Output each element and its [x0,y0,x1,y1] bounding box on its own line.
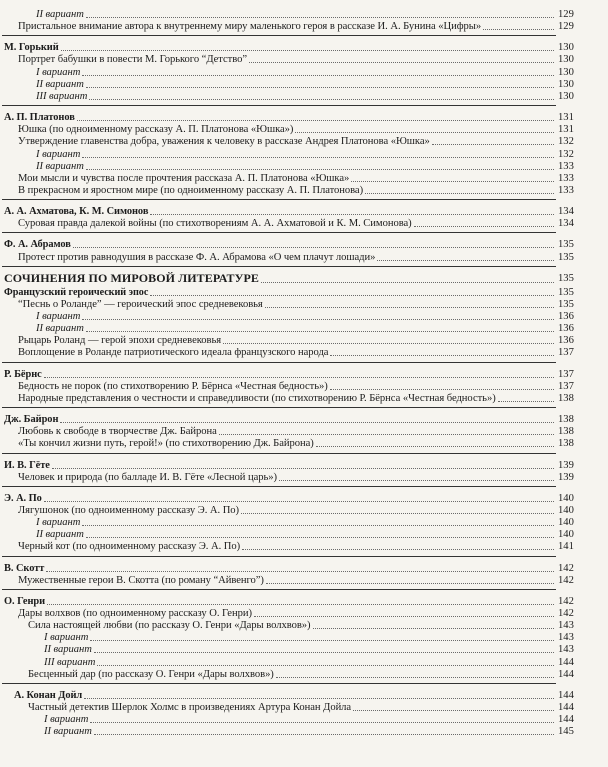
page-number: 142 [558,595,574,607]
toc-entry-title: М. Горький [4,42,59,54]
toc-entry-title: III вариант [44,656,96,668]
toc-entry-title: I вариант [36,311,81,322]
toc-entry [0,471,608,484]
dot-leader [86,87,554,88]
page-number: 130 [558,66,574,78]
page-number: 130 [558,78,574,90]
dot-leader [89,99,554,100]
toc-subheading [0,286,608,299]
toc-entry-title: II вариант [36,160,84,172]
toc-author [0,413,608,426]
toc-entry-title: Портрет бабушки в повести М. Горького “Детство” [18,54,248,66]
toc-entry [0,380,608,393]
toc-entry-title: Мужественные герои В. Скотта (по роману “Айвенго”) [18,574,264,586]
toc-variant [0,713,608,726]
toc-entry [0,701,608,714]
dot-leader [86,331,554,332]
dot-leader [44,501,554,502]
dot-leader [223,343,554,344]
toc-author [0,205,608,218]
section-divider [2,199,556,200]
toc-entry-title: Рыцарь Роланд — герой эпохи средневековья [18,335,222,347]
page-number: 140 [558,504,574,516]
toc-author [0,689,608,702]
toc-entry-title: Р. Бёрнс [4,368,42,380]
toc-entry [0,574,608,587]
toc-entry-title: «Ты кончил жизни путь, герой!» (по стихотворению Дж. Байрона) [18,438,314,450]
toc-entry [0,251,608,264]
page-number: 138 [558,392,574,404]
dot-leader [77,120,554,121]
page-number: 134 [558,218,574,230]
page-number: 142 [558,562,574,574]
toc-entry-title: II вариант [36,323,84,335]
toc-entry [0,135,608,148]
toc-author [0,492,608,505]
toc-entry-title: Воплощение в Роланде патриотического идеала французского народа [18,347,329,359]
toc-entry-title: А. П. Платонов [4,112,75,124]
toc-entry-title: II вариант [36,529,84,541]
toc-entry-title: Протест против равнодушия в рассказе Ф. А. Абрамова «О чем плачут лошади» [18,251,376,263]
page-number: 144 [558,689,574,701]
page-number: 137 [558,368,574,380]
toc-entry-title: “Песнь о Роланде” — героический эпос средневековья [18,298,263,310]
toc-entry-title: I вариант [36,517,81,529]
dot-leader [351,181,554,182]
toc-entry-title: Лягушонок (по одноименному рассказу Э. А. По) [18,504,240,516]
dot-leader [94,734,554,735]
toc-entry-title: А. А. Ахматова, К. М. Симонов [4,206,149,218]
section-divider [2,362,556,363]
page-number: 135 [558,239,574,251]
section-divider [2,407,556,408]
toc-entry [0,540,608,553]
page-number: 138 [558,414,574,426]
page-number: 143 [558,644,574,656]
dot-leader [276,677,554,678]
dot-leader [330,355,554,356]
section-divider [2,35,556,36]
dot-leader [241,513,554,514]
page-number: 136 [558,335,574,347]
dot-leader [52,468,554,469]
page-number: 144 [558,668,574,680]
toc-entry-title: I вариант [44,714,89,726]
dot-leader [414,226,554,227]
dot-leader [261,282,554,283]
toc-entry [0,668,608,681]
toc-entry-title: Бесценный дар (по рассказу О. Генри «Дары волхвов») [28,668,274,680]
toc-entry-title: Пристальное внимание автора к внутреннему миру маленького героя в рассказе И. А. Бунина «Цифры» [18,21,482,33]
page-number: 144 [558,656,574,668]
dot-leader [365,193,554,194]
page-number: 136 [558,311,574,322]
toc-entry [0,123,608,136]
toc-entry-title: Любовь к свободе в творчестве Дж. Байрона [18,426,217,438]
page-number: 133 [558,160,574,172]
toc-entry-title: III вариант [36,90,88,102]
toc-entry-title: И. В. Гёте [4,459,50,471]
toc-entry-title: Черный кот (по одноименному рассказу Э. А. По) [18,541,241,553]
toc-entry-title: Сила настоящей любви (по рассказу О. Генри «Дары волхвов») [28,620,311,632]
toc-entry [0,20,608,33]
dot-leader [90,722,554,723]
section-divider [2,683,556,684]
toc-author [0,595,608,608]
toc-entry [0,504,608,517]
dot-leader [82,75,554,76]
toc-entry [0,619,608,632]
section-divider [2,105,556,106]
dot-leader [82,319,554,320]
toc-variant [0,322,608,335]
page-number: 142 [558,608,574,619]
page-number: 134 [558,206,574,218]
toc-entry-title: I вариант [36,148,81,160]
dot-leader [295,132,554,133]
section-divider [2,589,556,590]
page-number: 138 [558,426,574,438]
page-number: 144 [558,702,574,714]
dot-leader [313,628,555,629]
page-number: 129 [558,9,574,20]
dot-leader [90,640,554,641]
toc-entry-title: А. Конан Дойл [14,689,83,701]
dot-leader [44,377,554,378]
toc-entry-title: Мои мысли и чувства после прочтения рассказа А. П. Платонова «Юшка» [18,172,350,184]
dot-leader [242,549,554,550]
toc-entry-title: Дары волхвов (по одноименному рассказу О. Генри) [18,608,252,619]
toc-entry [0,392,608,405]
toc-entry-title: II вариант [44,726,92,738]
toc-entry-title: Дж. Байрон [4,414,59,426]
section-divider [2,486,556,487]
toc-entry-title: II вариант [36,78,84,90]
toc-variant [0,160,608,173]
dot-leader [73,247,554,248]
section-divider [2,266,556,267]
page-number: 133 [558,172,574,184]
toc-variant [0,78,608,91]
dot-leader [254,616,554,617]
page-number: 138 [558,438,574,450]
toc-variant [0,631,608,644]
dot-leader [483,29,554,30]
toc-variant [0,148,608,161]
page-number: 141 [558,541,574,553]
toc-entry-title: Суровая правда далекой войны (по стихотворениям А. А. Ахматовой и К. М. Симонова) [18,218,412,230]
page-number: 136 [558,323,574,335]
toc-entry-title: Ф. А. Абрамов [4,239,71,251]
page-number: 137 [558,347,574,359]
dot-leader [82,157,554,158]
toc-variant [0,528,608,541]
toc-entry-title: О. Генри [4,595,46,607]
toc-entry-title: Частный детектив Шерлок Холмс в произведениях Артура Конан Дойла [28,702,352,714]
toc-entry-title: Юшка (по одноименному рассказу А. П. Платонова «Юшка») [18,124,294,136]
dot-leader [353,710,554,711]
toc-entry [0,184,608,197]
dot-leader [60,422,554,423]
dot-leader [279,480,554,481]
page-number: 135 [558,272,574,284]
page-number: 139 [558,471,574,483]
dot-leader [265,307,554,308]
toc-entry-title: I вариант [44,632,89,644]
toc-variant [0,8,608,21]
dot-leader [97,665,554,666]
page-number: 132 [558,148,574,160]
dot-leader [330,389,554,390]
page-number: 131 [558,112,574,124]
dot-leader [377,260,554,261]
dot-leader [86,169,554,170]
page-number: 140 [558,492,574,504]
page-number: 135 [558,286,574,298]
toc-variant [0,725,608,738]
toc-author [0,111,608,124]
toc-variant [0,310,608,323]
dot-leader [82,525,554,526]
toc-variant [0,643,608,656]
dot-leader [61,50,554,51]
dot-leader [266,583,554,584]
toc-author [0,459,608,472]
page-number: 140 [558,529,574,541]
page-number: 131 [558,124,574,136]
page-number: 130 [558,90,574,102]
dot-leader [86,537,554,538]
page-number: 129 [558,21,574,33]
dot-leader [47,604,554,605]
section-divider [2,556,556,557]
page-number: 133 [558,184,574,196]
toc-entry-title: I вариант [36,66,81,78]
toc-variant [0,516,608,529]
toc-entry-title: СОЧИНЕНИЯ ПО МИРОВОЙ ЛИТЕРАТУРЕ [4,270,260,285]
toc-entry-title: II вариант [44,644,92,656]
dot-leader [498,401,554,402]
toc-entry-title: Французский героический эпос [4,286,149,298]
toc-section-title [0,272,608,287]
toc-entry [0,607,608,620]
dot-leader [46,571,554,572]
toc-author [0,562,608,575]
dot-leader [219,434,554,435]
page-number: 135 [558,251,574,263]
dot-leader [316,446,554,447]
page-number: 144 [558,714,574,726]
page-number: 140 [558,517,574,529]
dot-leader [84,698,554,699]
toc-entry-title: Утверждение главенства добра, уважения к человеку в рассказе Андрея Платонова «Юшка» [18,136,430,148]
toc-entry-title: II вариант [36,9,84,20]
toc-entry [0,425,608,438]
page-number: 143 [558,632,574,644]
dot-leader [249,62,554,63]
toc-author [0,368,608,381]
dot-leader [150,214,554,215]
toc-entry [0,298,608,311]
toc-entry-title: В прекрасном и яростном мире (по одноименному рассказу А. П. Платонова) [18,184,364,196]
toc-author [0,41,608,54]
toc-entry [0,346,608,359]
toc-entry [0,53,608,66]
toc-variant [0,90,608,103]
page-number: 143 [558,620,574,632]
toc-entry [0,217,608,230]
page-number: 132 [558,136,574,148]
toc-entry-title: В. Скотт [4,562,45,574]
toc-variant [0,66,608,79]
page-number: 130 [558,54,574,66]
toc-author [0,238,608,251]
page-number: 137 [558,380,574,392]
page-number: 145 [558,726,574,738]
dot-leader [150,295,554,296]
toc-entry [0,334,608,347]
page-number: 135 [558,298,574,310]
dot-leader [94,652,554,653]
toc-entry-title: Человек и природа (по балладе И. В. Гёте «Лесной царь») [18,471,277,483]
page-number: 139 [558,459,574,471]
toc-entry [0,172,608,185]
section-divider [2,453,556,454]
dot-leader [86,17,554,18]
section-divider [2,232,556,233]
toc-variant [0,656,608,669]
toc-entry [0,437,608,450]
toc-entry-title: Народные представления о честности и справедливости (по стихотворению Р. Бёрнса «Честная бедность») [18,392,496,404]
page-number: 142 [558,574,574,586]
dot-leader [432,144,554,145]
toc-entry-title: Бедность не порок (по стихотворению Р. Бёрнса «Честная бедность») [18,380,328,392]
page-number: 130 [558,42,574,54]
toc-entry-title: Э. А. По [4,492,42,504]
